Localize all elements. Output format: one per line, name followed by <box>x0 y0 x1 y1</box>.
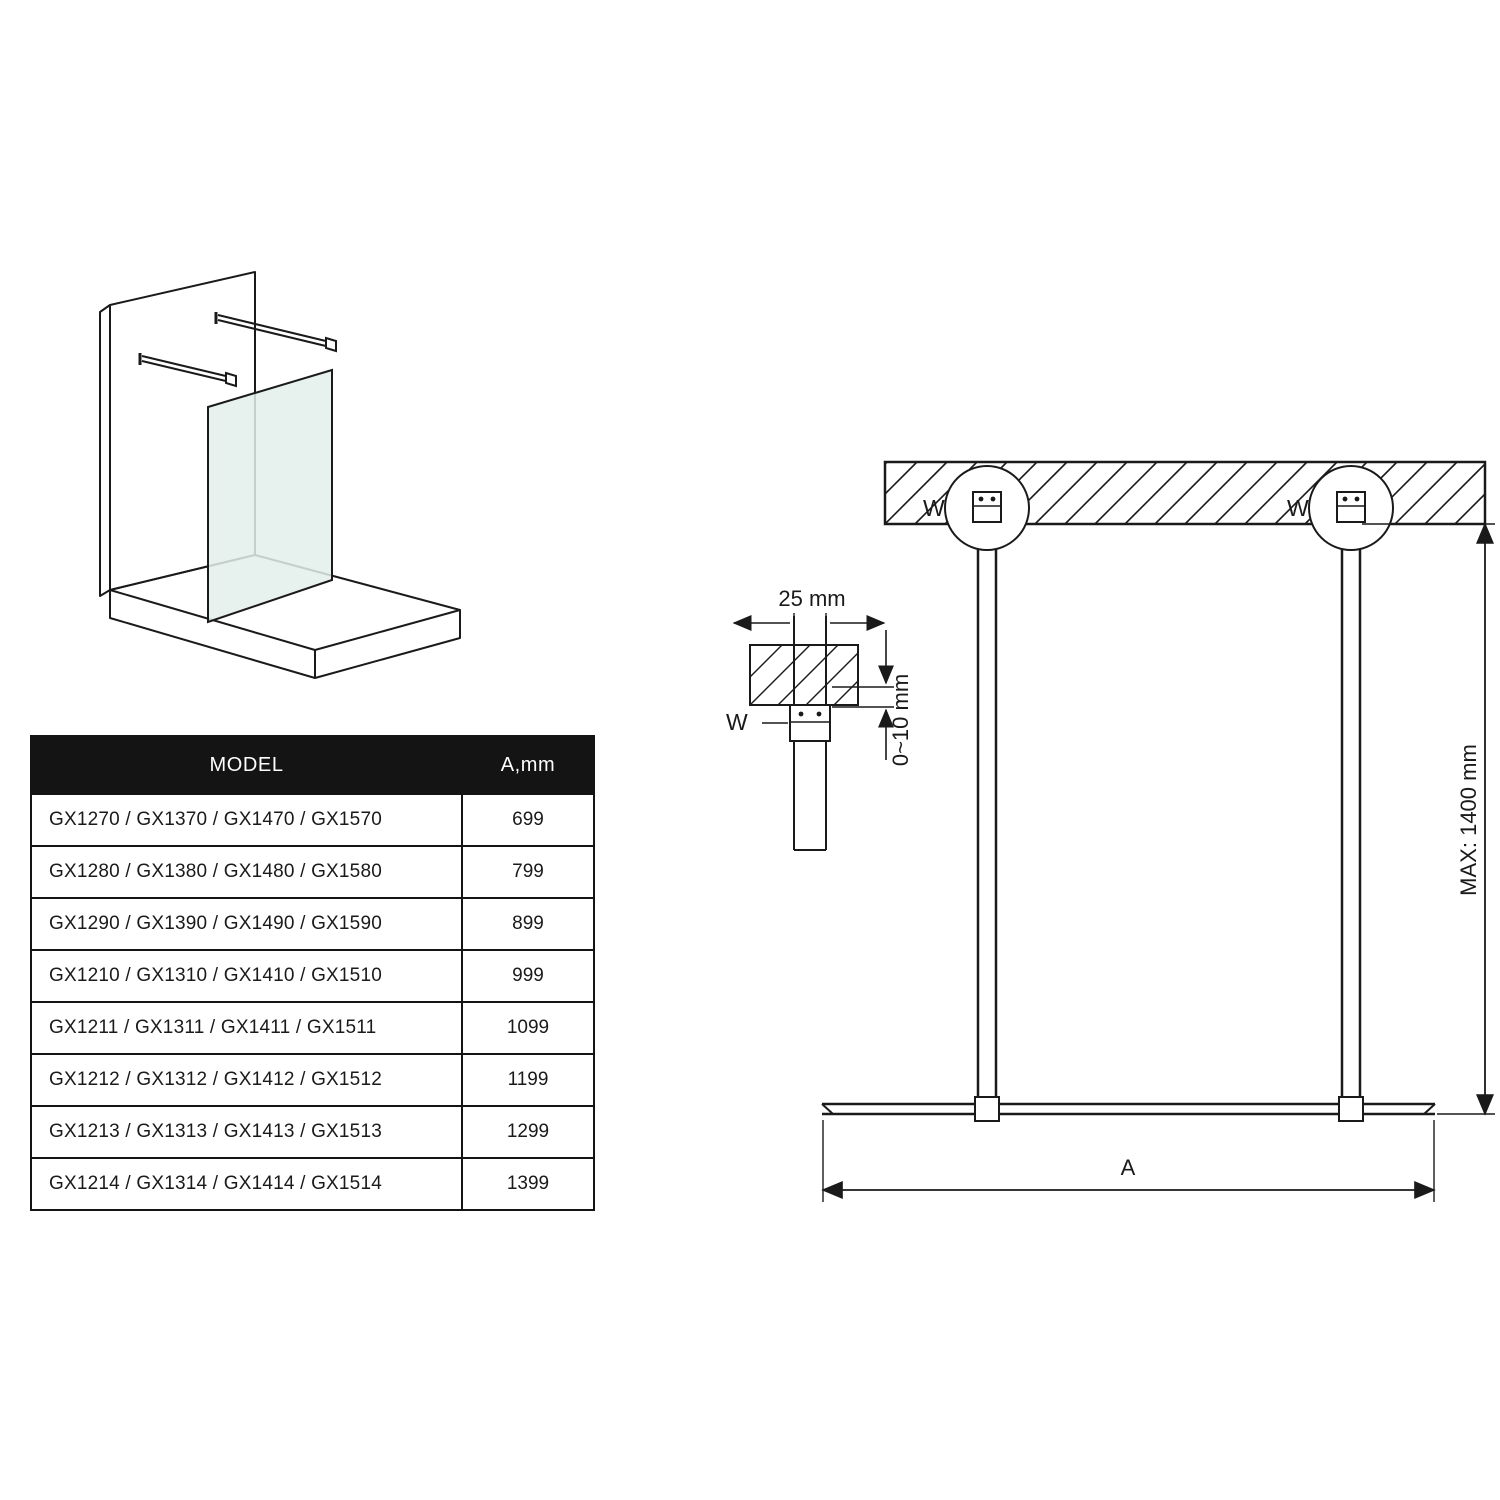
glass-panel-top-edge <box>822 1097 1435 1121</box>
cell-a: 1399 <box>462 1158 594 1210</box>
bracket-label-left: W <box>923 495 945 521</box>
table-header-row <box>31 736 594 794</box>
cell-a: 899 <box>462 898 594 950</box>
height-dimension-label: MAX: 1400 mm <box>1456 744 1481 896</box>
technical-elevation-drawing <box>690 420 1500 1250</box>
table-row <box>31 1158 594 1210</box>
detail-wall-label: W <box>726 709 748 735</box>
table-row <box>31 1054 594 1106</box>
cell-a: 1299 <box>462 1106 594 1158</box>
cell-model: GX1290 / GX1390 / GX1490 / GX1590 <box>31 898 462 950</box>
model-dimension-table <box>30 735 595 1211</box>
support-bar-lower <box>142 356 230 377</box>
column-header-a: A,mm <box>462 736 594 794</box>
height-dimension <box>1362 524 1495 1114</box>
width-dimension <box>823 1120 1434 1202</box>
cell-a: 1199 <box>462 1054 594 1106</box>
width-dimension-label: A <box>1120 1155 1136 1180</box>
cell-a: 699 <box>462 794 594 846</box>
cell-a: 799 <box>462 846 594 898</box>
table-row <box>31 794 594 846</box>
wall-thickness <box>100 305 110 596</box>
glass-panel <box>208 370 332 622</box>
table-row <box>31 950 594 1002</box>
table-row <box>31 898 594 950</box>
cell-model: GX1210 / GX1310 / GX1410 / GX1510 <box>31 950 462 1002</box>
cell-model: GX1212 / GX1312 / GX1412 / GX1512 <box>31 1054 462 1106</box>
detail-section-view <box>726 586 913 850</box>
column-header-model: MODEL <box>31 736 462 794</box>
isometric-shower-screen-view <box>80 250 500 690</box>
vertical-support-bars <box>978 524 1360 1108</box>
table-row <box>31 846 594 898</box>
cell-model: GX1213 / GX1313 / GX1413 / GX1513 <box>31 1106 462 1158</box>
cell-model: GX1211 / GX1311 / GX1411 / GX1511 <box>31 1002 462 1054</box>
ceiling-bracket-left <box>923 466 1029 550</box>
support-bars <box>140 312 336 386</box>
detail-width-label: 25 mm <box>778 586 846 611</box>
ceiling-bracket-right <box>1287 466 1393 550</box>
cell-a: 999 <box>462 950 594 1002</box>
cell-model: GX1280 / GX1380 / GX1480 / GX1580 <box>31 846 462 898</box>
support-bar-upper <box>218 315 330 342</box>
cell-model: GX1214 / GX1314 / GX1414 / GX1514 <box>31 1158 462 1210</box>
table-row <box>31 1106 594 1158</box>
detail-gap-label: 0~10 mm <box>888 673 913 767</box>
table-row <box>31 1002 594 1054</box>
cell-a: 1099 <box>462 1002 594 1054</box>
bracket-label-right: W <box>1287 495 1309 521</box>
cell-model: GX1270 / GX1370 / GX1470 / GX1570 <box>31 794 462 846</box>
